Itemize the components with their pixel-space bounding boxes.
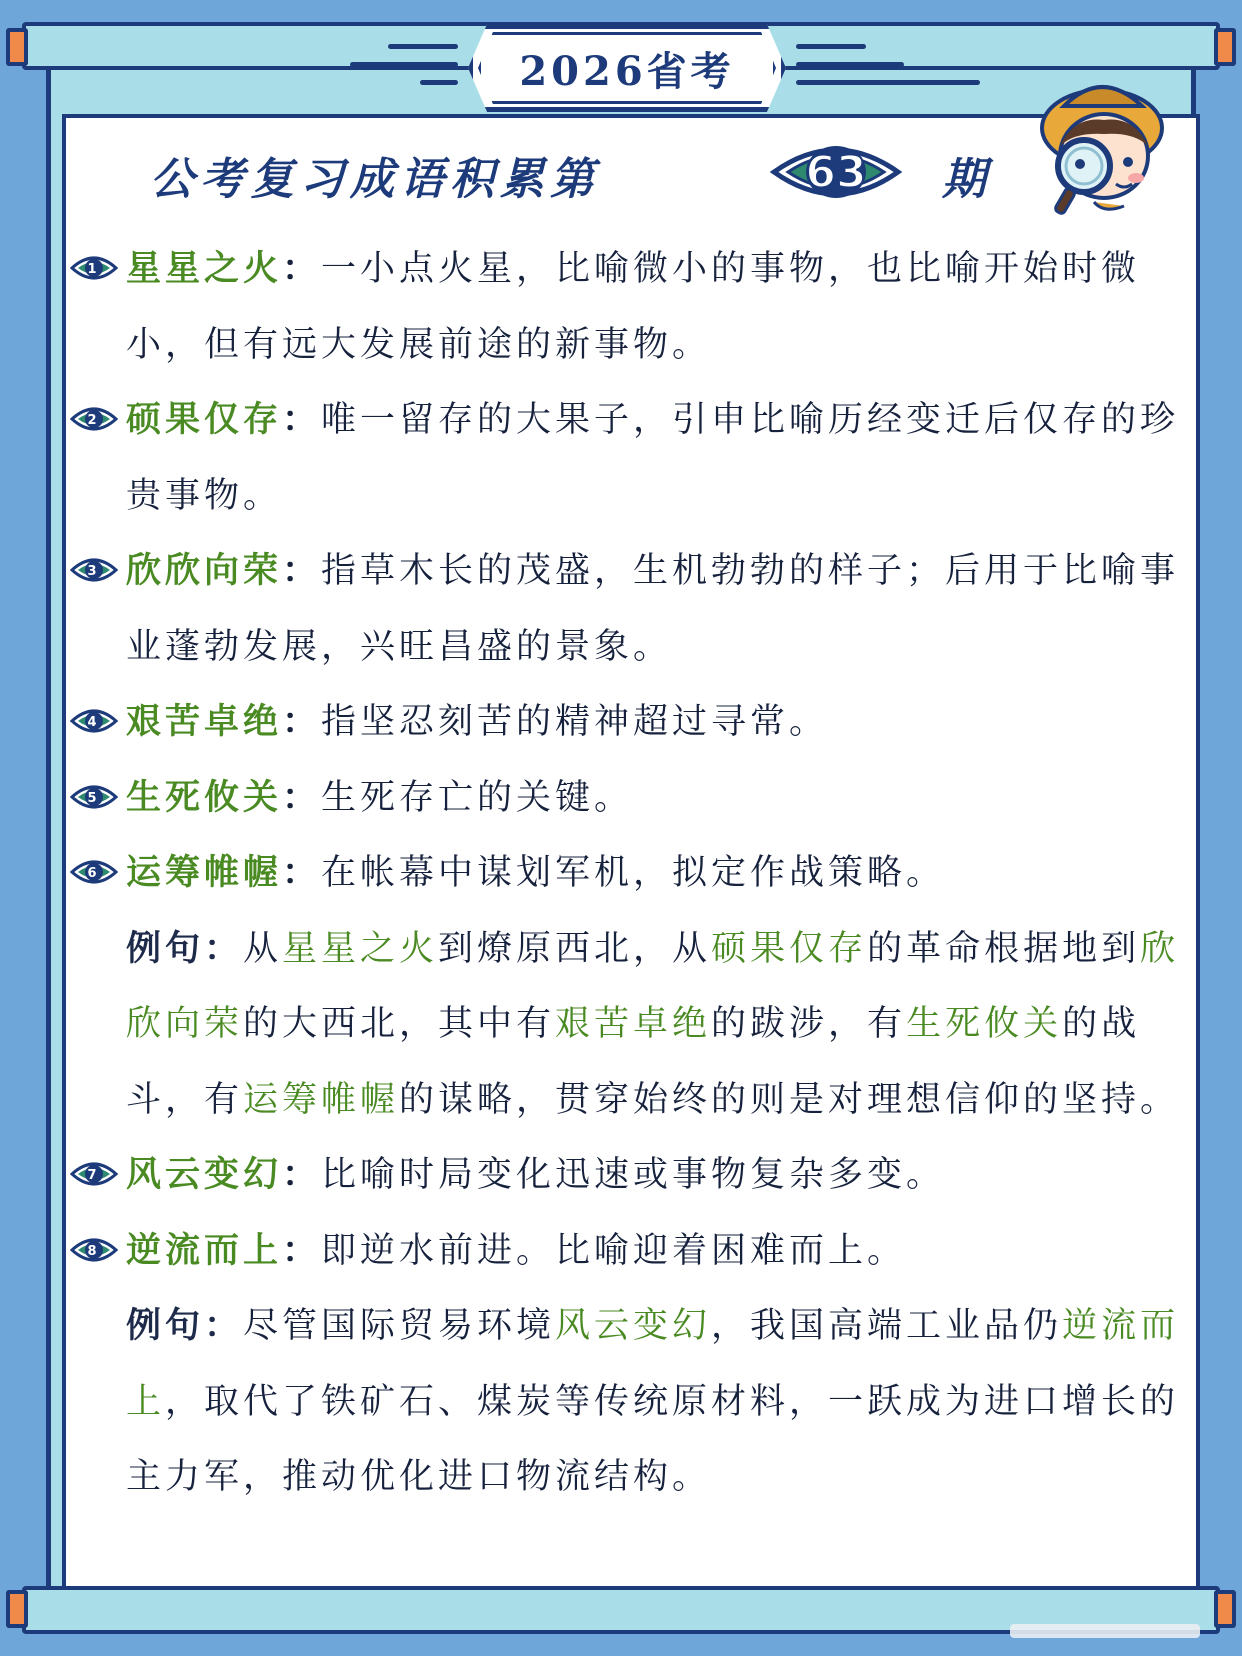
example-segment: 的战斗，有 [126, 1004, 1141, 1120]
eye-number-badge-icon [70, 403, 118, 435]
eye-number-badge-icon [70, 554, 118, 586]
idiom-entry [70, 383, 1182, 534]
idiom-definition: 唯一留存的大果子，引申比喻历经变迁后仅存的珍贵事物。 [126, 400, 1180, 516]
example-highlight: 艰苦卓绝 [555, 1004, 712, 1044]
example-label: 例句： [126, 1306, 244, 1346]
idiom-definition: 即逆水前进。比喻迎着困难而上。 [321, 1230, 907, 1271]
eye-number-badge-icon [70, 856, 118, 888]
idiom-colon: ： [282, 853, 322, 893]
idiom-colon: ： [282, 249, 322, 289]
svg-text:4: 4 [87, 715, 101, 730]
svg-text:3: 3 [87, 564, 101, 579]
idiom-colon: ： [282, 702, 322, 742]
svg-text:6: 6 [87, 866, 101, 881]
svg-text:5: 5 [87, 790, 101, 806]
idiom-entry [70, 1214, 1182, 1290]
idiom-term: 艰苦卓绝 [126, 702, 283, 742]
example-highlight: 逆流而上 [126, 1306, 1180, 1422]
idiom-term: 欣欣向荣 [126, 551, 283, 591]
title-suffix: 期 [942, 154, 986, 205]
idiom-colon: ： [282, 551, 322, 591]
idiom-colon: ： [282, 400, 322, 440]
title-deco-line [388, 44, 458, 49]
example-sentence [70, 912, 1182, 1139]
svg-text:2: 2 [87, 413, 101, 428]
idiom-colon: ： [282, 777, 322, 818]
example-label: 例句： [126, 928, 244, 969]
page-title: 公考复习成语积累第 [150, 154, 600, 205]
idiom-definition: 指草木长的茂盛，生机勃勃的样子；后用于比喻事业蓬勃发展，兴旺昌盛的景象。 [126, 551, 1180, 667]
idiom-colon: ： [282, 1155, 322, 1195]
svg-text:7: 7 [87, 1168, 101, 1183]
idiom-entry [70, 232, 1182, 383]
idiom-entry [70, 1138, 1182, 1214]
idiom-definition: 在帐幕中谋划军机，拟定作战策略。 [321, 853, 946, 893]
idiom-entry [70, 761, 1182, 837]
example-segment: ，我国高端工业品仍 [711, 1306, 1063, 1346]
eye-number-badge-icon [70, 1234, 118, 1266]
eye-number-badge-icon [70, 705, 118, 737]
scroll-cap-bottom-left [6, 1590, 28, 1628]
svg-text:1: 1 [87, 262, 101, 277]
idiom-list [70, 232, 1182, 1516]
idiom-term: 风云变幻 [126, 1155, 283, 1195]
example-segment: 的革命根据地到 [867, 928, 1141, 969]
idiom-term: 运筹帷幄 [126, 853, 283, 893]
example-highlight: 欣欣向荣 [126, 928, 1180, 1044]
title-deco-line [420, 80, 458, 85]
scroll-cap-top-right [1214, 28, 1236, 66]
idiom-entry [70, 534, 1182, 685]
idiom-definition: 比喻时局变化迅速或事物复杂多变。 [321, 1155, 946, 1195]
idiom-term: 星星之火 [126, 249, 283, 289]
example-segment: 的谋略，贯穿始终的则是对理想信仰的坚持。 [399, 1079, 1180, 1120]
example-segment: ，取代了铁矿石、煤炭等传统原材料，一跃成为进口增长的主力军，推动优化进口物流结构。 [126, 1381, 1180, 1497]
example-segment: 尽管国际贸易环境 [243, 1306, 556, 1346]
idiom-entry [70, 836, 1182, 912]
scroll-cap-bottom-right [1214, 1590, 1236, 1628]
eye-number-badge-icon [70, 252, 118, 284]
idiom-entry [70, 685, 1182, 761]
idiom-definition: 生死存亡的关键。 [321, 777, 634, 818]
idiom-definition: 一小点火星，比喻微小的事物，也比喻开始时微小，但有远大发展前途的新事物。 [126, 249, 1141, 365]
example-highlight: 生死攸关 [906, 1004, 1063, 1044]
title-deco-line [796, 62, 904, 67]
issue-number: 63 [805, 146, 867, 198]
idiom-term: 硕果仅存 [126, 400, 283, 440]
idiom-definition: 指坚忍刻苦的精神超过寻常。 [321, 702, 829, 742]
scroll-cap-top-left [6, 28, 28, 66]
example-highlight: 风云变幻 [555, 1306, 712, 1346]
title-deco-line [796, 44, 866, 49]
example-sentence [70, 1289, 1182, 1516]
exam-label: 2026省考 [519, 47, 735, 95]
detective-mascot-icon [1024, 66, 1174, 216]
example-segment: 的大西北，其中有 [243, 1004, 556, 1044]
eye-number-badge-icon [70, 1158, 118, 1190]
example-segment: 的跋涉，有 [711, 1004, 907, 1044]
idiom-term: 生死攸关 [126, 777, 283, 818]
example-segment: 从 [243, 928, 283, 969]
watermark [1010, 1624, 1200, 1638]
idiom-colon: ： [282, 1230, 322, 1271]
example-highlight: 星星之火 [282, 928, 439, 969]
example-highlight: 运筹帷幄 [243, 1079, 400, 1120]
eye-number-badge-icon [70, 781, 118, 813]
example-segment: 到燎原西北，从 [438, 928, 712, 969]
example-highlight: 硕果仅存 [711, 928, 868, 969]
title-deco-line [350, 62, 458, 67]
idiom-term: 逆流而上 [126, 1230, 283, 1271]
svg-text:8: 8 [87, 1243, 101, 1259]
title-deco-line [796, 80, 980, 85]
